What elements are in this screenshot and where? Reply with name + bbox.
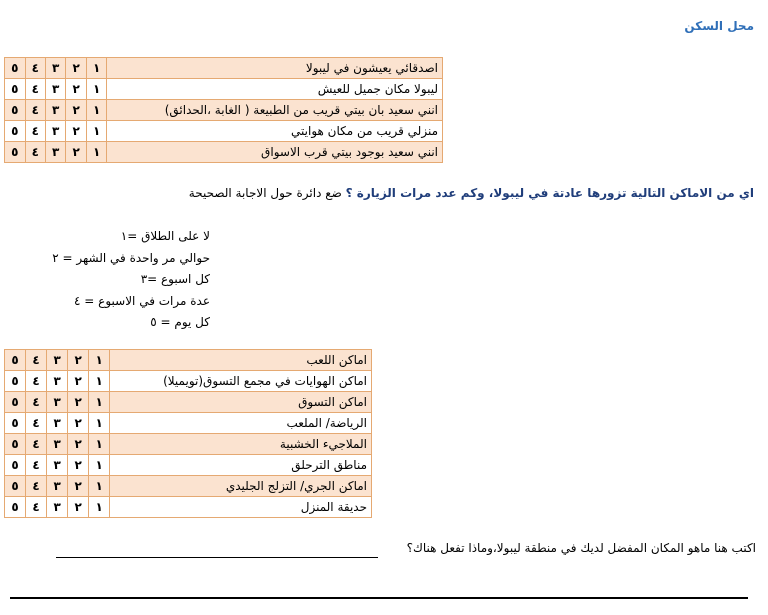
rating-option[interactable]: ١ (86, 58, 106, 79)
rating-option[interactable]: ٣ (47, 371, 68, 392)
rating-option[interactable]: ٢ (66, 100, 86, 121)
rating-option[interactable]: ٣ (47, 392, 68, 413)
rating-option[interactable]: ٤ (25, 121, 45, 142)
rating-option[interactable]: ٥ (5, 79, 26, 100)
rating-option[interactable]: ١ (89, 350, 110, 371)
rating-option[interactable]: ٥ (5, 455, 26, 476)
rating-option[interactable]: ٥ (5, 121, 26, 142)
rating-option[interactable]: ٣ (47, 497, 68, 518)
rating-option[interactable]: ٢ (66, 142, 86, 163)
rating-option[interactable]: ١ (89, 371, 110, 392)
section-heading: محل السكن (684, 19, 754, 33)
rating-option[interactable]: ٢ (68, 350, 89, 371)
rating-option[interactable]: ١ (86, 121, 106, 142)
rating-option[interactable]: ١ (89, 434, 110, 455)
question-text: اي من الاماكن التالية تزورها عادتة في ليبولا، وكم عدد مرات الزيارة ؟ (345, 186, 754, 200)
answer-line[interactable] (56, 557, 378, 558)
rating-option[interactable]: ٤ (25, 79, 45, 100)
row-label: اماكن الجري/ التزلج الجليدي (110, 476, 372, 497)
row-label: حديقة المنزل (110, 497, 372, 518)
rating-option[interactable]: ٣ (45, 142, 65, 163)
rating-option[interactable]: ١ (86, 100, 106, 121)
visit-question (189, 186, 754, 200)
answer-line[interactable] (10, 597, 748, 599)
table-row (5, 79, 443, 100)
rating-table-residence (4, 57, 443, 163)
legend-item: حوالي مر واحدة في الشهر = ٢ (52, 250, 210, 265)
table-row (5, 413, 372, 434)
favorite-place-prompt: اكتب هنا ماهو المكان المفضل لديك في منطقة ليبولا،وماذا تفعل هناك؟ (406, 541, 756, 555)
rating-option[interactable]: ٣ (47, 350, 68, 371)
rating-option[interactable]: ٢ (68, 455, 89, 476)
table-row (5, 142, 443, 163)
table-row (5, 371, 372, 392)
table-row (5, 121, 443, 142)
row-label: اماكن اللعب (110, 350, 372, 371)
legend-item: عدة مرات في الاسبوع = ٤ (74, 293, 210, 308)
rating-option[interactable]: ٥ (5, 392, 26, 413)
rating-option[interactable]: ٤ (26, 476, 47, 497)
rating-table-body (5, 350, 372, 518)
row-label: انني سعيد بان بيتي قريب من الطبيعة ( الغابة ،الحدائق) (107, 100, 443, 121)
rating-option[interactable]: ٢ (68, 434, 89, 455)
rating-option[interactable]: ١ (89, 497, 110, 518)
rating-option[interactable]: ٥ (5, 58, 26, 79)
rating-option[interactable]: ١ (89, 476, 110, 497)
rating-option[interactable]: ٥ (5, 142, 26, 163)
frequency-legend (10, 226, 210, 334)
row-label: اماكن الهوايات في مجمع التسوق(تويميلا) (110, 371, 372, 392)
rating-option[interactable]: ٥ (5, 350, 26, 371)
rating-option[interactable]: ٤ (25, 58, 45, 79)
rating-option[interactable]: ٤ (26, 434, 47, 455)
rating-option[interactable]: ١ (89, 392, 110, 413)
legend-item: كل اسبوع =٣ (140, 272, 210, 286)
rating-option[interactable]: ٢ (68, 413, 89, 434)
row-label: اماكن التسوق (110, 392, 372, 413)
rating-option[interactable]: ٣ (47, 434, 68, 455)
rating-option[interactable]: ٤ (26, 455, 47, 476)
rating-option[interactable]: ٢ (68, 392, 89, 413)
rating-option[interactable]: ٤ (26, 413, 47, 434)
rating-option[interactable]: ٥ (5, 434, 26, 455)
rating-option[interactable]: ٢ (68, 497, 89, 518)
rating-option[interactable]: ٤ (26, 371, 47, 392)
table-row (5, 392, 372, 413)
rating-option[interactable]: ٥ (5, 413, 26, 434)
rating-option[interactable]: ٤ (25, 100, 45, 121)
rating-option[interactable]: ٤ (26, 392, 47, 413)
rating-option[interactable]: ٤ (25, 142, 45, 163)
legend-item: لا على الطلاق =١ (120, 229, 210, 243)
legend-item: كل يوم = ٥ (150, 315, 210, 329)
question-instruction: ضع دائرة حول الاجابة الصحيحة (188, 186, 342, 200)
rating-option[interactable]: ٣ (45, 121, 65, 142)
rating-option[interactable]: ١ (89, 455, 110, 476)
rating-option[interactable]: ٥ (5, 371, 26, 392)
row-label: ليبولا مكان جميل للعيش (107, 79, 443, 100)
row-label: الرياضة/ الملعب (110, 413, 372, 434)
rating-option[interactable]: ١ (86, 79, 106, 100)
rating-option[interactable]: ٣ (45, 79, 65, 100)
rating-table-places (4, 349, 372, 518)
table-row (5, 455, 372, 476)
table-row (5, 476, 372, 497)
rating-option[interactable]: ٢ (68, 476, 89, 497)
rating-option[interactable]: ٣ (45, 100, 65, 121)
rating-option[interactable]: ٣ (47, 455, 68, 476)
table-row (5, 100, 443, 121)
rating-option[interactable]: ٢ (68, 371, 89, 392)
row-label: انني سعيد بوجود بيتي قرب الاسواق (107, 142, 443, 163)
rating-option[interactable]: ٢ (66, 79, 86, 100)
rating-option[interactable]: ٣ (45, 58, 65, 79)
rating-option[interactable]: ٣ (47, 413, 68, 434)
rating-option[interactable]: ٤ (26, 497, 47, 518)
rating-option[interactable]: ٣ (47, 476, 68, 497)
table-row (5, 497, 372, 518)
rating-option[interactable]: ٢ (66, 121, 86, 142)
table-row (5, 58, 443, 79)
table-row (5, 350, 372, 371)
row-label: اصدقائي يعيشون في ليبولا (107, 58, 443, 79)
table-row (5, 434, 372, 455)
rating-table-body (5, 58, 443, 163)
row-label: مناطق الترحلق (110, 455, 372, 476)
rating-option[interactable]: ٥ (5, 497, 26, 518)
row-label: منزلي قريب من مكان هوايتي (107, 121, 443, 142)
rating-option[interactable]: ٤ (26, 350, 47, 371)
rating-option[interactable]: ١ (89, 413, 110, 434)
rating-option[interactable]: ٢ (66, 58, 86, 79)
rating-option[interactable]: ٥ (5, 476, 26, 497)
rating-option[interactable]: ٥ (5, 100, 26, 121)
rating-option[interactable]: ١ (86, 142, 106, 163)
row-label: الملاجيء الخشبية (110, 434, 372, 455)
